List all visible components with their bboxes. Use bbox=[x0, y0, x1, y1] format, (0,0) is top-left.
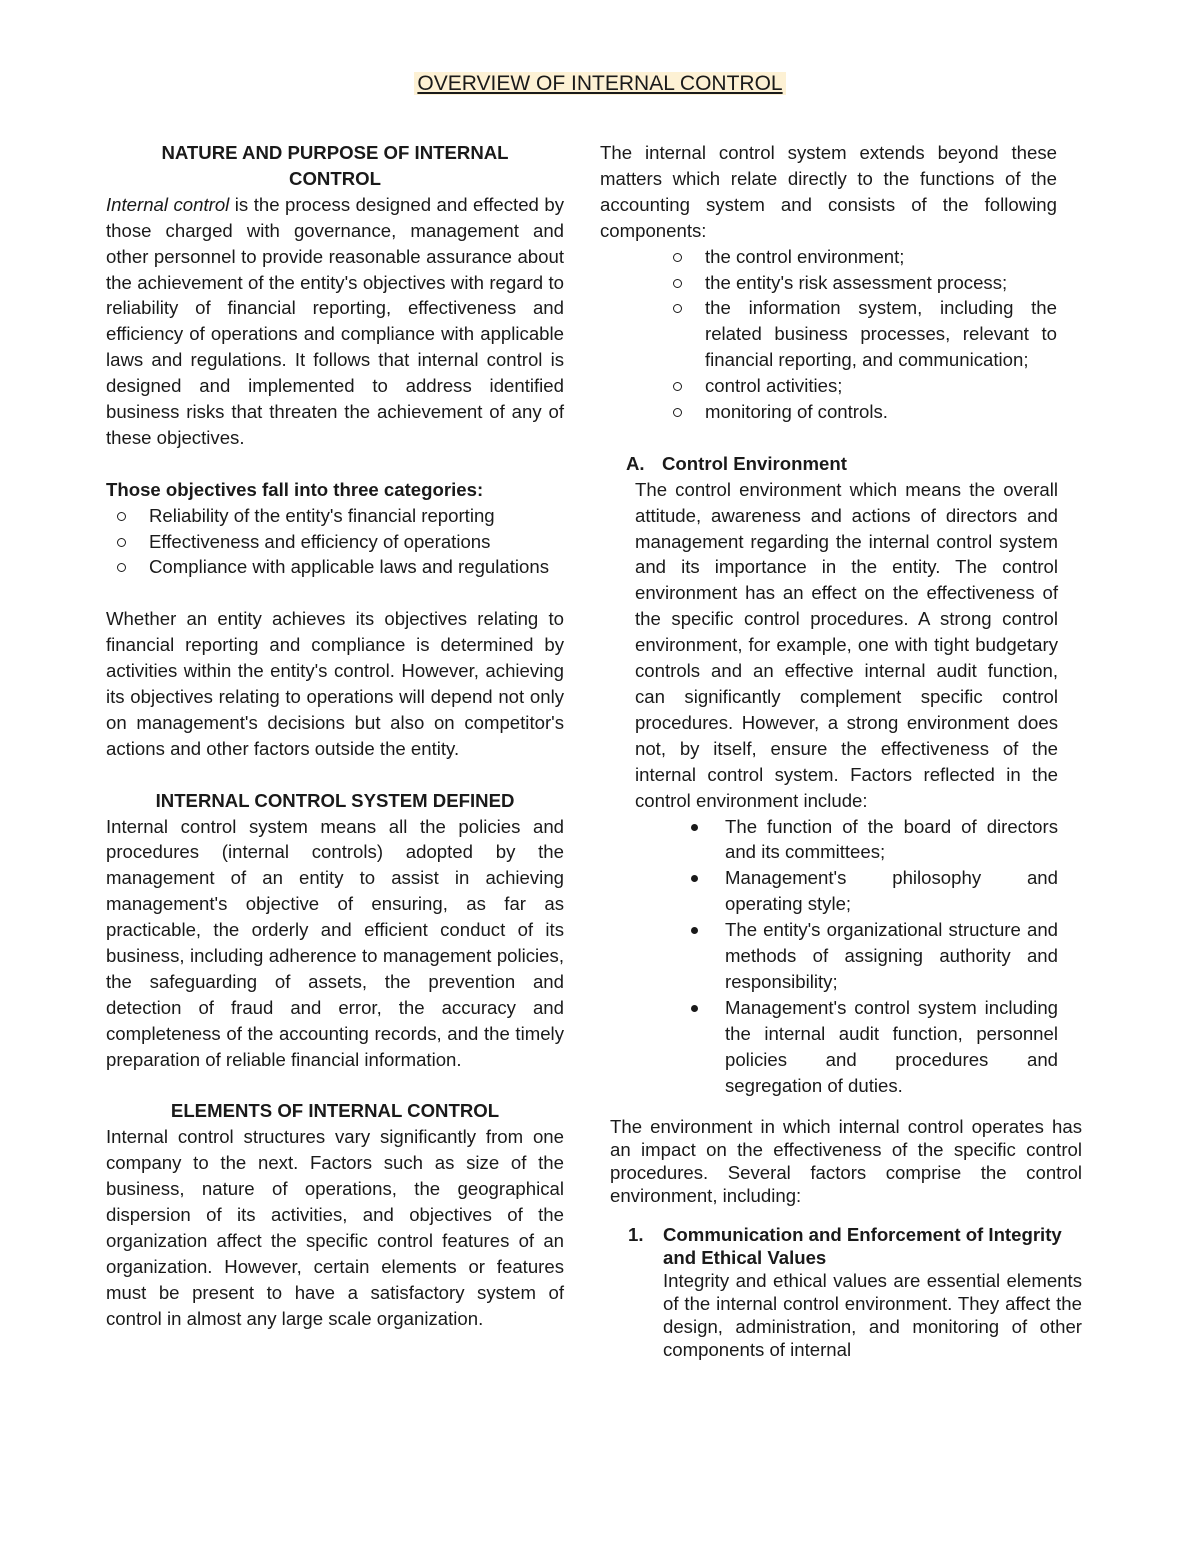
list-item: Compliance with applicable laws and regulations bbox=[149, 554, 564, 580]
nature-heading-line2: CONTROL bbox=[289, 167, 381, 189]
numbered-item-1 bbox=[628, 1223, 1082, 1361]
list-item: monitoring of controls. bbox=[705, 399, 1057, 425]
item1-heading bbox=[628, 1223, 1082, 1269]
elements-heading: ELEMENTS OF INTERNAL CONTROL bbox=[170, 1100, 500, 1122]
nature-heading-line1: NATURE AND PURPOSE OF INTERNAL bbox=[161, 142, 509, 163]
objectives-heading: Those objectives fall into three categories: bbox=[106, 478, 484, 500]
list-item: Management's philosophy and operating style; bbox=[725, 865, 1058, 917]
list-item: the entity's risk assessment process; bbox=[705, 270, 1057, 296]
section-a-title: Control Environment bbox=[662, 452, 847, 474]
item1-paragraph: Integrity and ethical values are essential elements of the internal control environment. They affect the design, administration, and monitoring of other components of internal bbox=[663, 1269, 1082, 1360]
nature-body: is the process designed and effected by those charged with governance, management and other personnel to provide reasonable assurance about the achievement of the entity's objectives with regard to reliability of financial reporting, effectiveness and efficiency of operations and compliance with applicable laws and regulations. It follows that internal control is designed and implemented to address identified business risks that threaten the achievement of any of these objectives. bbox=[106, 193, 564, 448]
components-list bbox=[705, 244, 1057, 425]
system-paragraph: Internal control system means all the policies and procedures (internal controls) adopted by the management of an entity to assist in achieving management's objective of ensuring, as far as practicable, the orderly and efficient conduct of its business, including adherence to management policies, the safeguarding of assets, the prevention and detection of fraud and error, the accuracy and completeness of the accounting records, and the timely preparation of reliable financial information. bbox=[106, 815, 564, 1070]
document-title bbox=[0, 70, 1200, 98]
item1-title: Communication and Enforcement of Integrity and Ethical Values bbox=[663, 1223, 1062, 1268]
title-text: OVERVIEW OF INTERNAL CONTROL bbox=[414, 72, 785, 95]
list-item: control activities; bbox=[705, 373, 1057, 399]
list-item: the control environment; bbox=[705, 244, 1057, 270]
elements-paragraph: Internal control structures vary significantly from one company to the next. Factors such as size of the business, nature of operations, the geographical dispersion of its activities, and objectives of the organization affect the specific control features of an organization. However, certain elements or features must be present to have a satisfactory system of control in almost any large scale organization. bbox=[106, 1126, 564, 1329]
list-item: The entity's organizational structure and methods of assigning authority and responsibility; bbox=[725, 917, 1058, 995]
achieve-paragraph: Whether an entity achieves its objectives relating to financial reporting and compliance is determined by activities within the entity's control. However, achieving its objectives relating to operations will depend not only on management's decisions but also on competitor's actions and other factors outside the entity. bbox=[106, 608, 564, 759]
list-item: Effectiveness and efficiency of operations bbox=[149, 529, 564, 555]
left-column bbox=[106, 140, 564, 1332]
objectives-list bbox=[149, 503, 564, 581]
nature-term: Internal control bbox=[106, 193, 230, 215]
section-a-paragraph: The control environment which means the overall attitude, awareness and actions of directors and management regarding the internal control system and its importance in the entity. The control environment has an effect on the effectiveness of the specific control procedures. A strong control environment, for example, one with tight budgetary controls and an effective internal audit function, can significantly complement specific control procedures. However, a strong environment does not, by itself, ensure the effectiveness of the internal control system. Factors reflected in the control environment include: bbox=[635, 478, 1058, 811]
section-a-heading bbox=[626, 451, 1082, 477]
nature-paragraph bbox=[106, 192, 564, 451]
list-item: the information system, including the related business processes, relevant to financial reporting, and communication; bbox=[705, 295, 1057, 373]
env-factors-list bbox=[725, 814, 1058, 1099]
right-column bbox=[600, 140, 1082, 1361]
section-a bbox=[626, 451, 1082, 1099]
list-item: Management's control system including the internal audit function, personnel policies and procedures and segregation of duties. bbox=[725, 995, 1058, 1099]
item1-number: 1. bbox=[628, 1223, 644, 1245]
list-item: The function of the board of directors and its committees; bbox=[725, 814, 1058, 866]
environment-paragraph: The environment in which internal control operates has an impact on the effectiveness of the specific control procedures. Several factors comprise the control environment, including: bbox=[610, 1115, 1082, 1206]
list-item: Reliability of the entity's financial reporting bbox=[149, 503, 564, 529]
system-heading: INTERNAL CONTROL SYSTEM DEFINED bbox=[155, 789, 515, 811]
section-a-label: A. bbox=[626, 452, 645, 474]
components-intro: The internal control system extends beyond these matters which relate directly to the functions of the accounting system and consists of the following components: bbox=[600, 142, 1057, 241]
